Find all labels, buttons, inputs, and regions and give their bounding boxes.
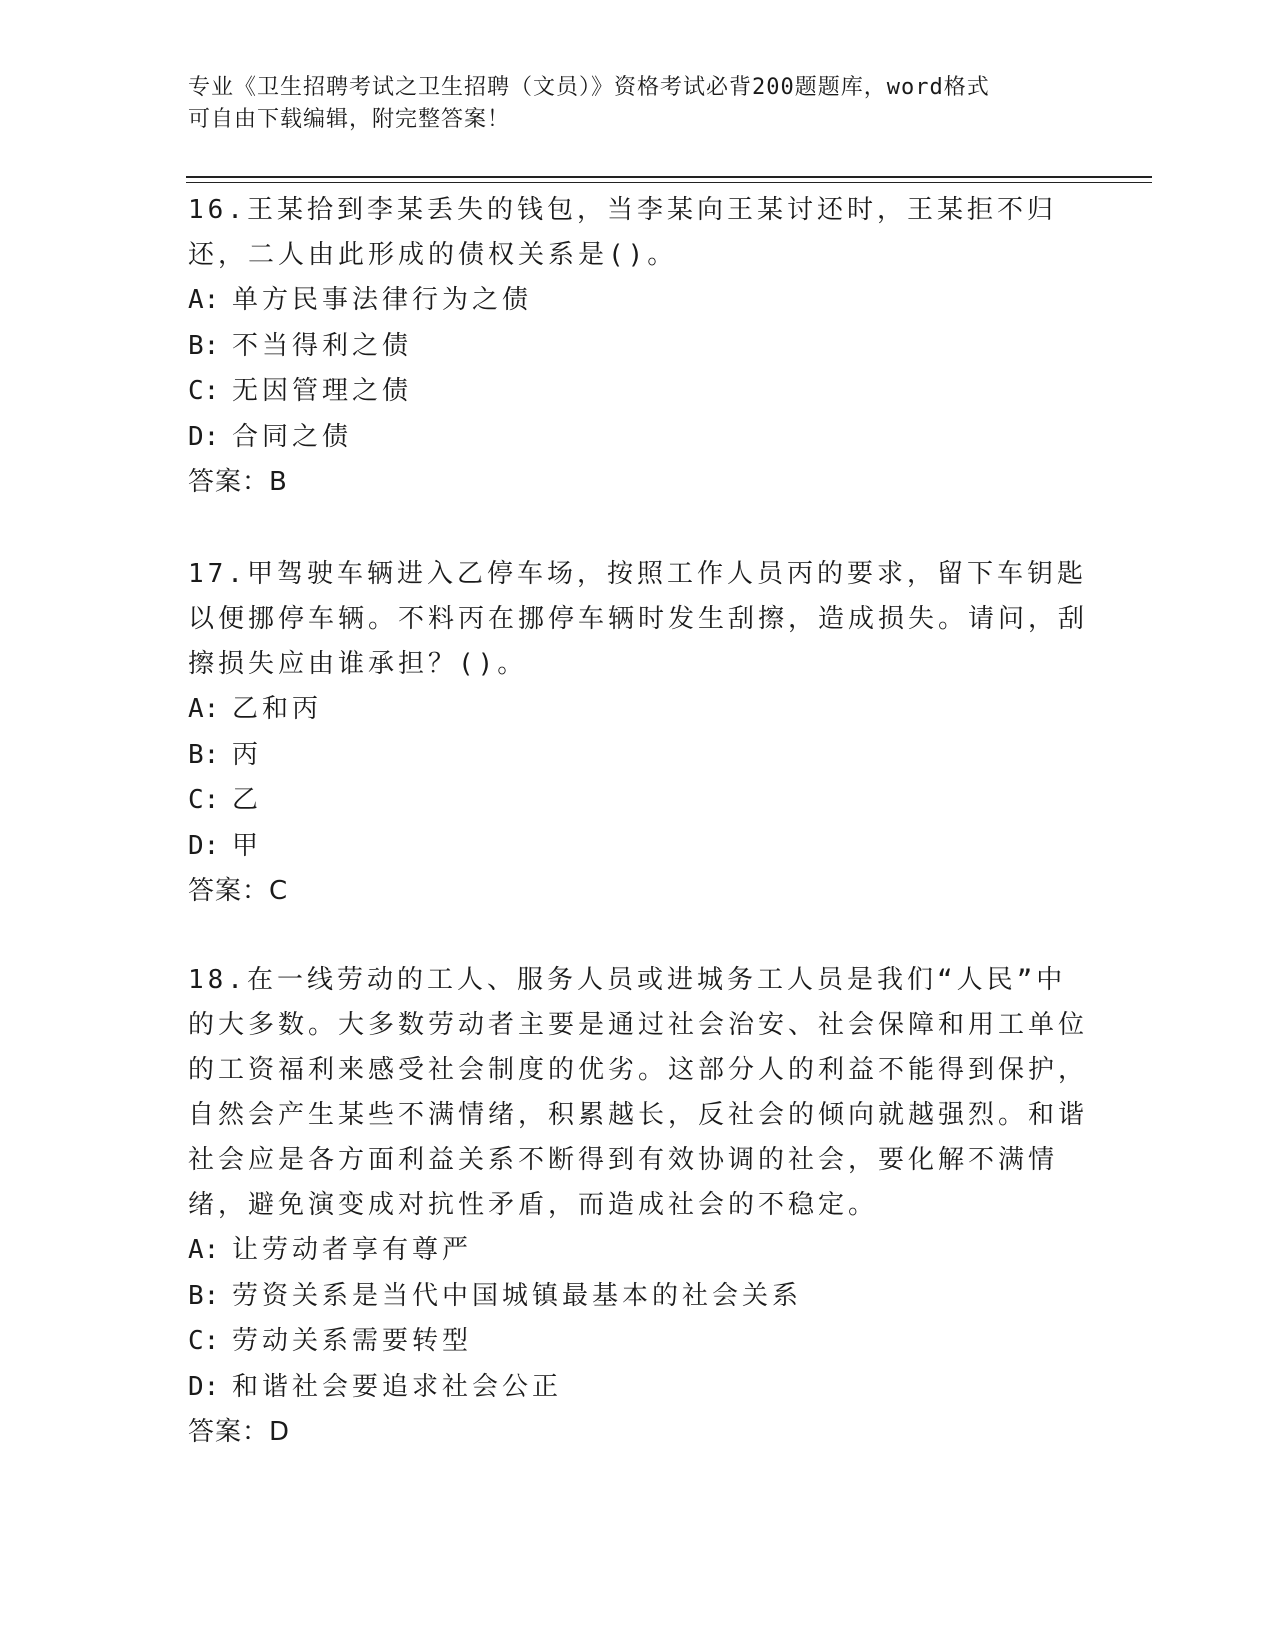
option-a [188,1228,1088,1274]
option-text: 劳动关系需要转型 [232,1326,473,1356]
option-key: D: [188,421,220,452]
option-d [188,824,1088,870]
option-text: 劳资关系是当代中国城镇最基本的社会关系 [232,1280,803,1311]
option-d [188,1365,1088,1411]
header-line-1: 专业《卫生招聘考试之卫生招聘（文员）》资格考试必背200题题库，word格式 [188,75,990,100]
option-text: 丙 [232,739,263,770]
option-text: 乙 [232,785,263,815]
option-c [188,369,1088,415]
question-18 [188,958,1088,1455]
option-key: D: [188,1371,220,1402]
option-key: B: [188,739,220,770]
option-text: 不当得利之债 [232,330,413,361]
option-d [188,415,1088,461]
option-key: B: [188,1280,220,1311]
option-key: B: [188,330,220,361]
option-key: C: [188,1326,220,1356]
question-16 [188,188,1088,505]
option-b [188,733,1088,779]
header-line-2: 可自由下载编辑，附完整答案！ [188,107,511,132]
document-header [188,72,1088,136]
option-text: 单方民事法律行为之债 [232,285,533,315]
header-divider-thick [186,176,1152,178]
option-key: A: [188,1235,220,1265]
option-c [188,1319,1088,1365]
option-b [188,324,1088,370]
option-text: 无因管理之债 [232,376,413,406]
option-key: A: [188,285,220,315]
question-stem: 17.甲驾驶车辆进入乙停车场，按照工作人员丙的要求，留下车钥匙以便挪停车辆。不料丙在挪停车辆时发生刮擦，造成损失。请问，刮擦损失应由谁承担？()。 [188,559,1089,679]
option-text: 乙和丙 [232,694,323,724]
option-b [188,1274,1088,1320]
header-divider-thin [186,182,1152,183]
question-17 [188,552,1088,914]
answer-label: 答案：C [188,876,289,906]
option-a [188,687,1088,733]
option-text: 让劳动者享有尊严 [232,1235,473,1265]
option-text: 合同之债 [232,421,353,452]
option-text: 和谐社会要追求社会公正 [232,1371,563,1402]
option-key: D: [188,830,220,861]
question-stem: 18.在一线劳动的工人、服务人员或进城务工人员是我们“人民”中的大多数。大多数劳动者主要是通过社会治安、社会保障和用工单位的工资福利来感受社会制度的优劣。这部分人的利益不能得到保护，自然会产生某些不满情绪，积累越长，反社会的倾向就越强烈。和谐社会应是各方面利益关系不断得到有效协调的社会，要化解不满情绪，避免演变成对抗性矛盾，而造成社会的不稳定。 [188,965,1089,1220]
option-c [188,778,1088,824]
option-key: C: [188,376,220,406]
answer-label: 答案：B [188,467,288,497]
option-key: A: [188,694,220,724]
question-stem: 16.王某拾到李某丢失的钱包，当李某向王某讨还时，王某拒不归还，二人由此形成的债权关系是()。 [188,195,1057,270]
option-text: 甲 [232,830,263,861]
option-key: C: [188,785,220,815]
option-a [188,278,1088,324]
answer-label: 答案：D [188,1417,291,1447]
